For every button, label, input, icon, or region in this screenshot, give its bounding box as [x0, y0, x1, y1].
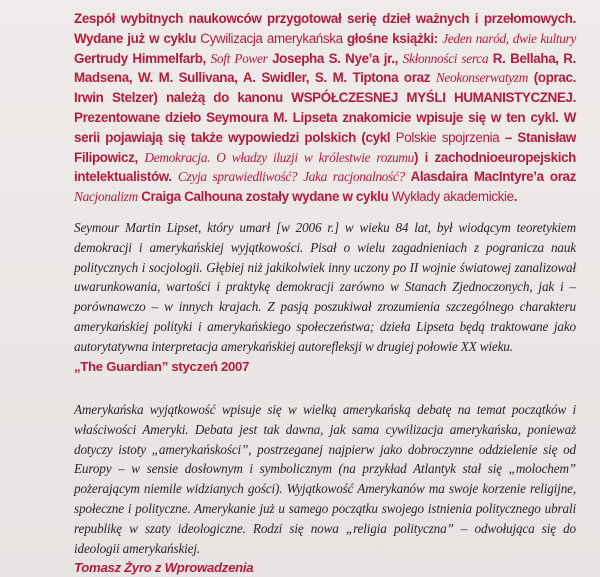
series-text-segment: ) i zachodnioeuropejskich intelektualistów.: [74, 149, 576, 185]
title-italic-segment: Skłonności serca: [402, 50, 489, 66]
series-text-segment: Alasdaira MacIntyre’a oraz: [404, 169, 576, 185]
series-text-segment: głośne książki:: [342, 30, 443, 46]
series-text-segment: R. Bellaha, R. Madsena, W. M. Sullivana, A. Swidler, S. M. Tiptona oraz: [74, 50, 576, 86]
series-text-segment: Josepha S. Nye’a jr.,: [267, 50, 403, 66]
title-italic-segment: Jeden naród, dwie kultury: [442, 30, 577, 46]
series-text-segment: Polskie spojrzenia: [395, 129, 500, 145]
series-text-segment: Wykłady akademickie: [391, 189, 514, 205]
title-italic-segment: Demokracja. O władzy iluzji w królestwie rozumu: [144, 149, 414, 165]
guardian-quote-text: Seymour Martin Lipset, który umarł [w 2006 r.] w wieku 84 lat, był wiodącym teoretykiem demokracji i amerykańskiej wyjątkowości. Pisał o wielu zagadnieniach z pogranicza nauk politycznych i socjologii. Głębiej niż jakikolwiek inny uczony po II wojnie światowej zanalizował uwarunkowania, wartości i praktykę demokracji zarówno w Stanach Zjednoczonych, jak i – porównawczo – w innych krajach. Z pasją poszukiwał zrozumienia szczególnego charakteru amerykańskiej polityki i amerykańskiego społeczeństwa; dzieła Lipseta będą traktowane jako autorytatywna interpretacja amerykańskiej autorefleksji w drugiej połowie XX wieku.: [74, 220, 576, 354]
introduction-quote-source: Tomasz Żyro z Wprowadzenia: [74, 560, 254, 576]
guardian-quote-source: „The Guardian” styczeń 2007: [74, 358, 250, 374]
title-italic-segment: Soft Power: [210, 50, 268, 66]
title-italic-segment: Neokonserwatyzm: [435, 70, 529, 86]
introduction-quote: [74, 400, 576, 577]
series-text-segment: Zespół wybitnych naukowców przygotował serię dzieł ważnych i przełomowych. Wydane już w cyklu: [74, 11, 576, 46]
series-text-segment: .: [513, 189, 518, 205]
title-italic-segment: Nacjonalizm: [74, 189, 138, 205]
series-text-segment: Craiga Calhouna zostały wydane w cyklu: [137, 189, 392, 205]
series-text-segment: Gertrudy Himmelfarb,: [74, 50, 211, 66]
series-text-segment: Cywilizacja amerykańska: [200, 30, 343, 46]
series-text-segment: – Stanisław Filipowicz,: [74, 129, 576, 165]
series-text-segment: (oprac. Irwin Stelzer) należą do kanonu WSPÓŁCZESNEJ MYŚLI HUMANISTYCZNEJ. Prezentowane dzieło Seymoura M. Lipseta znakomicie wpisuje się w ten cykl. W serii pojawiają się także wypowiedzi polskich (cykl: [74, 70, 576, 145]
guardian-quote: [74, 218, 576, 376]
introduction-quote-text: Amerykańska wyjątkowość wpisuje się w wielką amerykańską debatę na temat początków i właściwości Ameryki. Debata jest tak dawna, jak sama cywilizacja amerykańska, ponieważ dotyczy istoty „amerykańskości”, postrzeganej najpierw jako dobroczynne oddzielenie się od Europy – w sensie dosłownym i symbolicznym (na przykład Atlantyk stał się „molochem” pożerającym niemile widzianych gości). Wyjątkowość Amerykanów ma swoje korzenie religijne, społeczne i polityczne. Amerykanie już u samego początku swojego istnienia politycznego ubrali republikę w szaty ideologiczne. Rodzi się nowa „religia polityczna” – odwołująca się do ideologii amerykańskiej.: [74, 402, 576, 556]
series-description: [74, 9, 576, 207]
title-italic-segment: Czyja sprawiedliwość? Jaka racjonalność?: [177, 169, 405, 185]
